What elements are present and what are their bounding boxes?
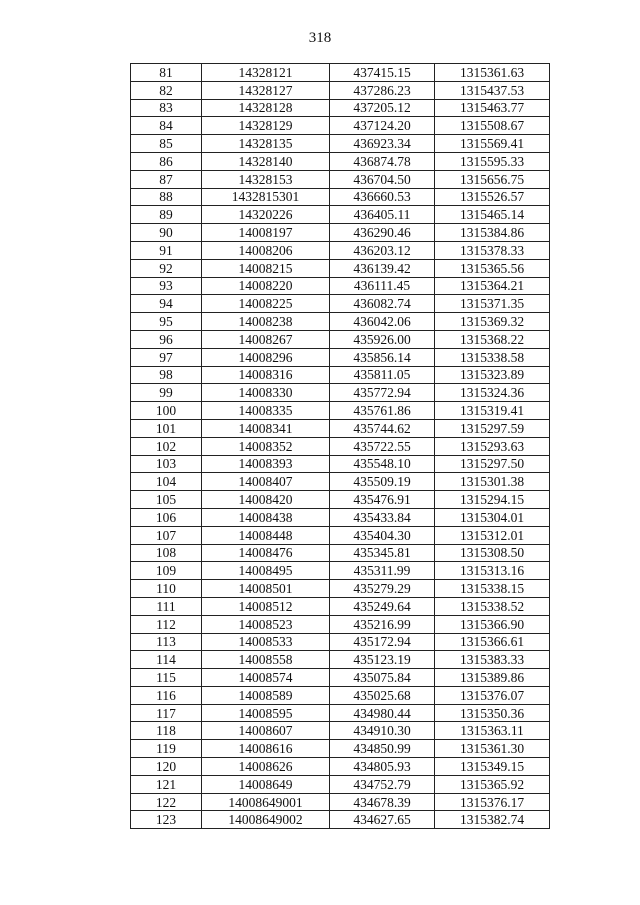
table-row [131,277,550,295]
row-index-cell: 88 [131,188,202,206]
row-index-cell: 104 [131,473,202,491]
row-index-cell: 96 [131,330,202,348]
row-index-cell: 97 [131,348,202,366]
row-index-cell: 106 [131,508,202,526]
y-coordinate-cell: 1315366.61 [435,633,550,651]
row-index-cell: 111 [131,597,202,615]
row-index-cell: 117 [131,704,202,722]
x-coordinate-cell: 435172.94 [330,633,435,651]
row-index-cell: 94 [131,295,202,313]
y-coordinate-cell: 1315338.52 [435,597,550,615]
table-row [131,686,550,704]
point-id-cell: 1432815301 [202,188,330,206]
x-coordinate-cell: 436923.34 [330,135,435,153]
table-row [131,580,550,598]
table-row [131,135,550,153]
y-coordinate-cell: 1315371.35 [435,295,550,313]
table-row [131,99,550,117]
point-id-cell: 14008438 [202,508,330,526]
x-coordinate-cell: 436874.78 [330,152,435,170]
table-row [131,224,550,242]
point-id-cell: 14008197 [202,224,330,242]
point-id-cell: 14008649 [202,775,330,793]
x-coordinate-cell: 434910.30 [330,722,435,740]
table-row [131,313,550,331]
row-index-cell: 89 [131,206,202,224]
page-number: 318 [308,30,332,46]
table-row [131,562,550,580]
x-coordinate-cell: 435476.91 [330,491,435,509]
row-index-cell: 100 [131,402,202,420]
table-row [131,295,550,313]
x-coordinate-cell: 434678.39 [330,793,435,811]
x-coordinate-cell: 436139.42 [330,259,435,277]
point-id-cell: 14008607 [202,722,330,740]
x-coordinate-cell: 435761.86 [330,402,435,420]
table-row [131,544,550,562]
x-coordinate-cell: 435345.81 [330,544,435,562]
table-row [131,348,550,366]
x-coordinate-cell: 435856.14 [330,348,435,366]
x-coordinate-cell: 434980.44 [330,704,435,722]
y-coordinate-cell: 1315463.77 [435,99,550,117]
table-row [131,152,550,170]
table-row [131,188,550,206]
row-index-cell: 107 [131,526,202,544]
x-coordinate-cell: 437415.15 [330,64,435,82]
row-index-cell: 116 [131,686,202,704]
point-id-cell: 14328135 [202,135,330,153]
point-id-cell: 14008220 [202,277,330,295]
y-coordinate-cell: 1315383.33 [435,651,550,669]
table-row [131,259,550,277]
table-row [131,704,550,722]
table-row [131,402,550,420]
point-id-cell: 14008352 [202,437,330,455]
y-coordinate-cell: 1315319.41 [435,402,550,420]
y-coordinate-cell: 1315313.16 [435,562,550,580]
table-row [131,651,550,669]
point-id-cell: 14008558 [202,651,330,669]
table-body [131,64,550,829]
x-coordinate-cell: 436203.12 [330,241,435,259]
y-coordinate-cell: 1315656.75 [435,170,550,188]
y-coordinate-cell: 1315365.56 [435,259,550,277]
row-index-cell: 91 [131,241,202,259]
point-id-cell: 14008616 [202,740,330,758]
point-id-cell: 14008523 [202,615,330,633]
y-coordinate-cell: 1315361.63 [435,64,550,82]
y-coordinate-cell: 1315378.33 [435,241,550,259]
y-coordinate-cell: 1315297.59 [435,419,550,437]
table-row [131,615,550,633]
point-id-cell: 14008267 [202,330,330,348]
point-id-cell: 14008589 [202,686,330,704]
point-id-cell: 14008495 [202,562,330,580]
y-coordinate-cell: 1315508.67 [435,117,550,135]
point-id-cell: 14008335 [202,402,330,420]
point-id-cell: 14008595 [202,704,330,722]
x-coordinate-cell: 435404.30 [330,526,435,544]
table-row [131,597,550,615]
x-coordinate-cell: 437124.20 [330,117,435,135]
point-id-cell: 14328140 [202,152,330,170]
table-row [131,206,550,224]
x-coordinate-cell: 436111.45 [330,277,435,295]
row-index-cell: 95 [131,313,202,331]
point-id-cell: 14008341 [202,419,330,437]
x-coordinate-cell: 434850.99 [330,740,435,758]
row-index-cell: 110 [131,580,202,598]
row-index-cell: 115 [131,669,202,687]
row-index-cell: 103 [131,455,202,473]
x-coordinate-cell: 435123.19 [330,651,435,669]
row-index-cell: 83 [131,99,202,117]
y-coordinate-cell: 1315361.30 [435,740,550,758]
table-row [131,330,550,348]
point-id-cell: 14008393 [202,455,330,473]
x-coordinate-cell: 435249.64 [330,597,435,615]
x-coordinate-cell: 435025.68 [330,686,435,704]
x-coordinate-cell: 435722.55 [330,437,435,455]
y-coordinate-cell: 1315526.57 [435,188,550,206]
point-id-cell: 14008649001 [202,793,330,811]
point-id-cell: 14328127 [202,81,330,99]
y-coordinate-cell: 1315365.92 [435,775,550,793]
table-row [131,526,550,544]
table-row [131,633,550,651]
point-id-cell: 14320226 [202,206,330,224]
point-id-cell: 14008215 [202,259,330,277]
x-coordinate-cell: 435926.00 [330,330,435,348]
point-id-cell: 14008501 [202,580,330,598]
x-coordinate-cell: 435509.19 [330,473,435,491]
row-index-cell: 109 [131,562,202,580]
x-coordinate-cell: 436082.74 [330,295,435,313]
x-coordinate-cell: 435548.10 [330,455,435,473]
x-coordinate-cell: 436290.46 [330,224,435,242]
x-coordinate-cell: 436042.06 [330,313,435,331]
y-coordinate-cell: 1315437.53 [435,81,550,99]
table-row [131,366,550,384]
y-coordinate-cell: 1315304.01 [435,508,550,526]
point-id-cell: 14328121 [202,64,330,82]
point-id-cell: 14008512 [202,597,330,615]
x-coordinate-cell: 435075.84 [330,669,435,687]
y-coordinate-cell: 1315595.33 [435,152,550,170]
table-row [131,170,550,188]
table-row [131,473,550,491]
x-coordinate-cell: 436660.53 [330,188,435,206]
point-id-cell: 14008316 [202,366,330,384]
point-id-cell: 14008420 [202,491,330,509]
x-coordinate-cell: 434627.65 [330,811,435,829]
point-id-cell: 14008649002 [202,811,330,829]
row-index-cell: 122 [131,793,202,811]
table-row [131,384,550,402]
y-coordinate-cell: 1315384.86 [435,224,550,242]
table-row [131,508,550,526]
coordinates-table [130,63,550,829]
row-index-cell: 81 [131,64,202,82]
point-id-cell: 14328129 [202,117,330,135]
row-index-cell: 87 [131,170,202,188]
x-coordinate-cell: 436405.11 [330,206,435,224]
y-coordinate-cell: 1315301.38 [435,473,550,491]
row-index-cell: 99 [131,384,202,402]
x-coordinate-cell: 435216.99 [330,615,435,633]
x-coordinate-cell: 436704.50 [330,170,435,188]
y-coordinate-cell: 1315338.15 [435,580,550,598]
table-row [131,117,550,135]
y-coordinate-cell: 1315324.36 [435,384,550,402]
row-index-cell: 82 [131,81,202,99]
point-id-cell: 14008238 [202,313,330,331]
table-row [131,81,550,99]
y-coordinate-cell: 1315308.50 [435,544,550,562]
point-id-cell: 14008296 [202,348,330,366]
x-coordinate-cell: 435433.84 [330,508,435,526]
y-coordinate-cell: 1315323.89 [435,366,550,384]
point-id-cell: 14328153 [202,170,330,188]
table-row [131,419,550,437]
row-index-cell: 118 [131,722,202,740]
table-row [131,491,550,509]
x-coordinate-cell: 437286.23 [330,81,435,99]
table-row [131,793,550,811]
point-id-cell: 14008476 [202,544,330,562]
table-row [131,455,550,473]
x-coordinate-cell: 434752.79 [330,775,435,793]
y-coordinate-cell: 1315376.07 [435,686,550,704]
row-index-cell: 119 [131,740,202,758]
point-id-cell: 14008574 [202,669,330,687]
y-coordinate-cell: 1315389.86 [435,669,550,687]
point-id-cell: 14328128 [202,99,330,117]
row-index-cell: 113 [131,633,202,651]
coordinates-table-wrapper [130,63,545,829]
point-id-cell: 14008448 [202,526,330,544]
row-index-cell: 121 [131,775,202,793]
y-coordinate-cell: 1315376.17 [435,793,550,811]
y-coordinate-cell: 1315366.90 [435,615,550,633]
y-coordinate-cell: 1315338.58 [435,348,550,366]
y-coordinate-cell: 1315312.01 [435,526,550,544]
y-coordinate-cell: 1315369.32 [435,313,550,331]
table-row [131,64,550,82]
y-coordinate-cell: 1315297.50 [435,455,550,473]
row-index-cell: 108 [131,544,202,562]
table-row [131,811,550,829]
row-index-cell: 98 [131,366,202,384]
point-id-cell: 14008225 [202,295,330,313]
row-index-cell: 102 [131,437,202,455]
x-coordinate-cell: 435744.62 [330,419,435,437]
y-coordinate-cell: 1315363.11 [435,722,550,740]
y-coordinate-cell: 1315569.41 [435,135,550,153]
y-coordinate-cell: 1315293.63 [435,437,550,455]
row-index-cell: 105 [131,491,202,509]
row-index-cell: 92 [131,259,202,277]
y-coordinate-cell: 1315382.74 [435,811,550,829]
row-index-cell: 90 [131,224,202,242]
point-id-cell: 14008330 [202,384,330,402]
table-row [131,437,550,455]
y-coordinate-cell: 1315294.15 [435,491,550,509]
x-coordinate-cell: 435279.29 [330,580,435,598]
row-index-cell: 86 [131,152,202,170]
table-row [131,241,550,259]
x-coordinate-cell: 434805.93 [330,758,435,776]
table-row [131,775,550,793]
row-index-cell: 85 [131,135,202,153]
y-coordinate-cell: 1315349.15 [435,758,550,776]
row-index-cell: 101 [131,419,202,437]
row-index-cell: 114 [131,651,202,669]
table-row [131,722,550,740]
row-index-cell: 120 [131,758,202,776]
x-coordinate-cell: 435772.94 [330,384,435,402]
row-index-cell: 123 [131,811,202,829]
point-id-cell: 14008533 [202,633,330,651]
row-index-cell: 84 [131,117,202,135]
row-index-cell: 112 [131,615,202,633]
point-id-cell: 14008206 [202,241,330,259]
x-coordinate-cell: 437205.12 [330,99,435,117]
point-id-cell: 14008626 [202,758,330,776]
point-id-cell: 14008407 [202,473,330,491]
y-coordinate-cell: 1315465.14 [435,206,550,224]
row-index-cell: 93 [131,277,202,295]
table-row [131,740,550,758]
table-row [131,758,550,776]
x-coordinate-cell: 435311.99 [330,562,435,580]
y-coordinate-cell: 1315350.36 [435,704,550,722]
x-coordinate-cell: 435811.05 [330,366,435,384]
y-coordinate-cell: 1315364.21 [435,277,550,295]
table-row [131,669,550,687]
y-coordinate-cell: 1315368.22 [435,330,550,348]
